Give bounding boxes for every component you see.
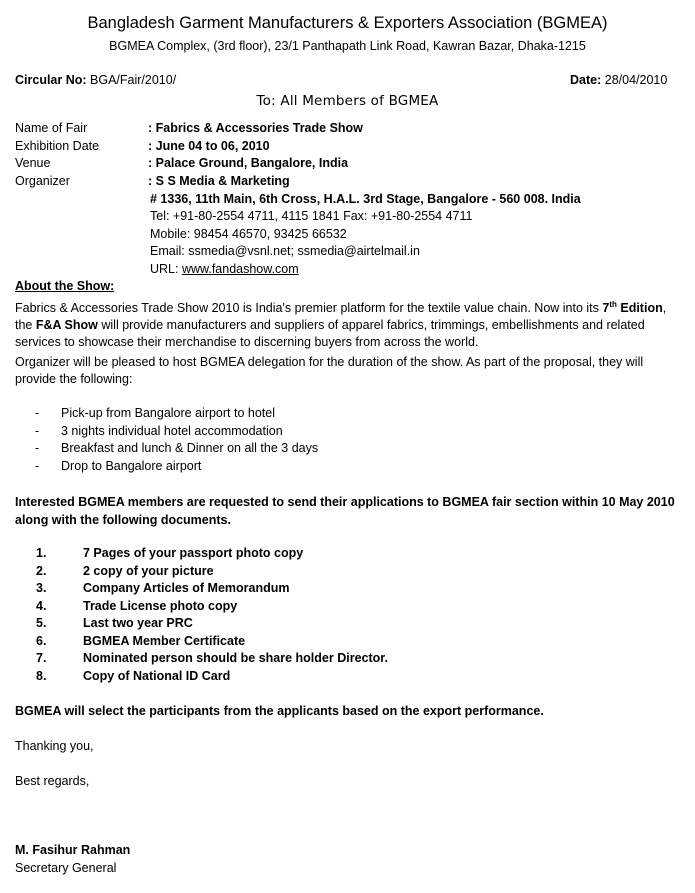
list-item: - Drop to Bangalore airport: [35, 459, 202, 473]
signatory-title: Secretary General: [15, 861, 117, 875]
organizer-url-line: [150, 262, 299, 276]
circular-date-value: 28/04/2010: [604, 73, 668, 87]
fair-detail-value: : June 04 to 06, 2010: [148, 139, 270, 153]
fair-detail-key: Exhibition Date: [15, 139, 100, 153]
document-item: 4. Trade License photo copy: [36, 599, 238, 613]
fair-detail-row: [15, 121, 685, 138]
about-text: Fabrics & Accessories Trade Show 2010 is India's premier platform for the textile value chain. Now into its: [15, 301, 603, 316]
fa-show-name: F&A Show: [35, 318, 98, 333]
about-paragraph-2: Organizer will be pleased to host BGMEA delegation for the duration of the show. As part of the proposal, they will provide the following:: [15, 355, 644, 386]
list-item: - 3 nights individual hotel accommodation: [35, 424, 283, 438]
document-item: 1. 7 Pages of your passport photo copy: [36, 546, 304, 560]
document-item: 8. Copy of National ID Card: [36, 669, 231, 683]
fair-detail-value: : S S Media & Marketing: [148, 174, 290, 188]
fair-detail-value: : Palace Ground, Bangalore, India: [148, 156, 349, 170]
closing-thanks: Thanking you,: [15, 739, 94, 753]
signatory-name: M. Fasihur Rahman: [15, 843, 131, 857]
circular-date-label: Date:: [570, 73, 602, 87]
organization-address: BGMEA Complex, (3rd floor), 23/1 Panthapath Link Road, Kawran Bazar, Dhaka-1215: [109, 39, 586, 53]
circular-number: [15, 73, 176, 87]
document-item: 7. Nominated person should be share holder Director.: [36, 651, 388, 665]
request-paragraph: Interested BGMEA members are requested to send their applications to BGMEA fair section within 10 May 2010 along with the following documents.: [15, 495, 675, 527]
organizer-tel-fax: Tel: +91-80-2554 4711, 4115 1841 Fax: +91-80-2554 4711: [150, 209, 473, 223]
about-text-continued: will provide manufacturers and suppliers of apparel fabrics, trimmings, embellishments and related services to showcase their merchandise to discerning buyers from across the world.: [15, 318, 645, 350]
organizer-email: Email: ssmedia@vsnl.net; ssmedia@airtelmail.in: [150, 244, 420, 258]
list-item: - Breakfast and lunch & Dinner on all the 3 days: [35, 441, 319, 455]
document-item: 6. BGMEA Member Certificate: [36, 634, 246, 648]
fair-detail-key: Organizer: [15, 174, 70, 188]
document-item: 5. Last two year PRC: [36, 616, 193, 630]
list-item: - Pick-up from Bangalore airport to hotel: [35, 406, 275, 420]
circular-number-value: BGA/Fair/2010/: [90, 73, 177, 87]
selection-note: BGMEA will select the participants from the applicants based on the export performance.: [15, 704, 544, 718]
about-paragraph: Fabrics & Accessories Trade Show 2010 is India's premier platform for the textile value chain. Now into its 7th Edition, the F&A Show will provide manufacturers and suppliers of apparel fabrics, trimmings, embellishments and related services to showcase their merchandise to discerning buyers from across the world.: [15, 300, 667, 350]
about-heading: About the Show:: [15, 279, 115, 293]
fair-detail-key: Venue: [15, 156, 51, 170]
organizer-url-label: URL:: [150, 262, 182, 276]
edition-number: 7th Edition: [602, 300, 663, 316]
organizer-address: # 1336, 11th Main, 6th Cross, H.A.L. 3rd Stage, Bangalore - 560 008. India: [150, 192, 581, 206]
fair-detail-row: [15, 174, 685, 191]
document-item: 3. Company Articles of Memorandum: [36, 581, 290, 595]
fair-detail-row: [15, 156, 685, 173]
organizer-mobile: Mobile: 98454 46570, 93425 66532: [150, 227, 347, 241]
addressee-line: To: All Members of BGMEA: [256, 93, 439, 109]
fair-detail-key: Name of Fair: [15, 121, 88, 135]
document-item: 2. 2 copy of your picture: [36, 564, 214, 578]
organization-name: Bangladesh Garment Manufacturers & Exporters Association (BGMEA): [87, 14, 608, 32]
fair-detail-row: [15, 139, 685, 156]
fair-detail-value: : Fabrics & Accessories Trade Show: [148, 121, 363, 135]
circular-number-label: Circular No:: [15, 73, 87, 87]
circular-date: [570, 73, 667, 87]
closing-regards: Best regards,: [15, 774, 90, 788]
organizer-url-link[interactable]: www.fandashow.com: [181, 262, 299, 276]
